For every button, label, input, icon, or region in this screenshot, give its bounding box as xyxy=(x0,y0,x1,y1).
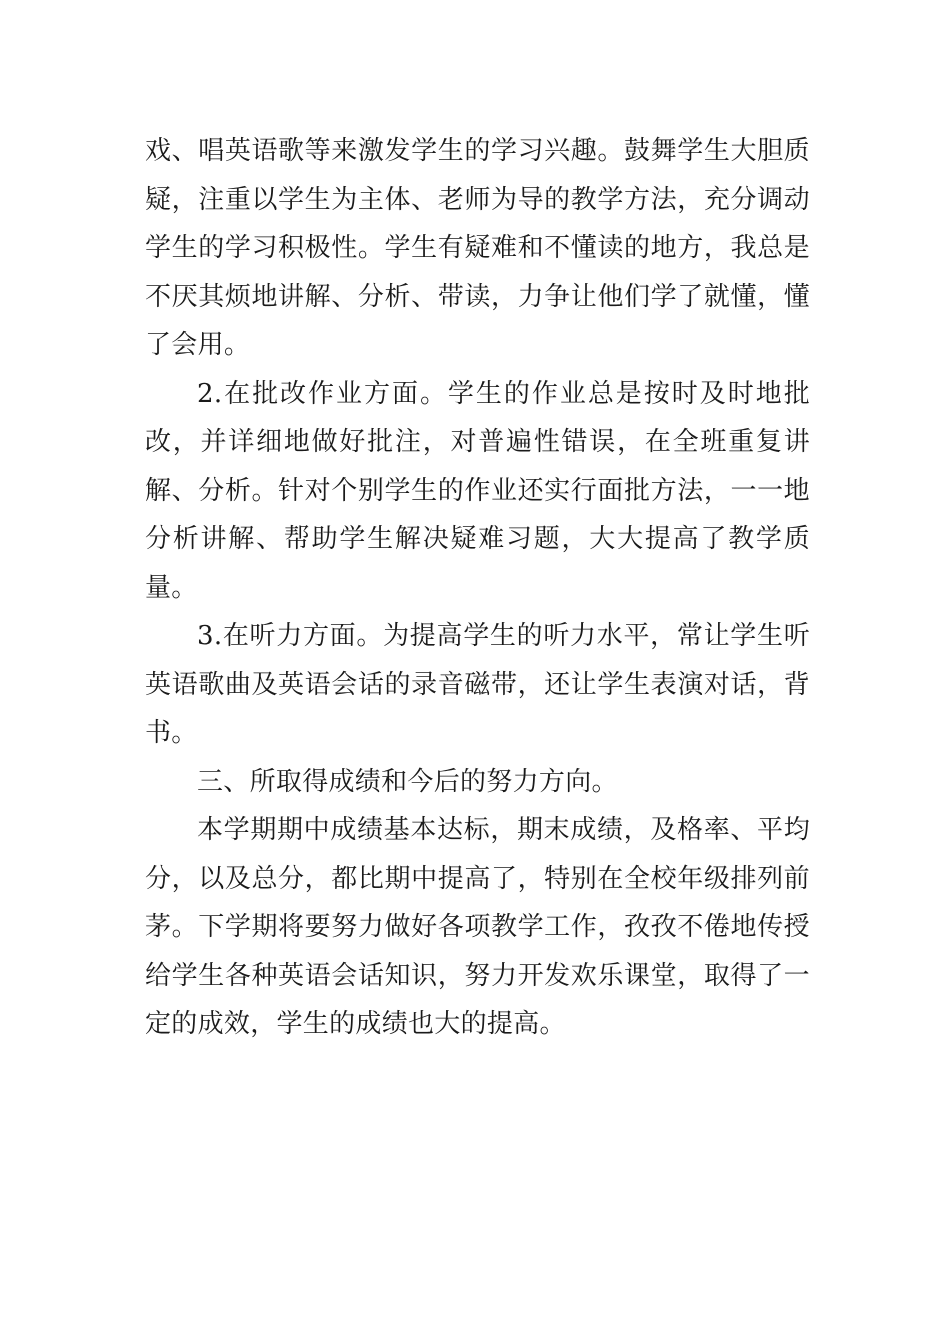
paragraph-homework-grading: 2.在批改作业方面。学生的作业总是按时及时地批改，并详细地做好批注，对普遍性错误，在全班重复讲解、分析。针对个别学生的作业还实行面批方法，一一地分析讲解、帮助学生解决疑难习题，大大提高了教学质量。 xyxy=(145,378,810,603)
paragraph-results: 本学期期中成绩基本达标，期末成绩，及格率、平均分，以及总分，都比期中提高了，特别在全校年级排列前茅。下学期将要努力做好各项教学工作，孜孜不倦地传授给学生各种英语会话知识，努力开发欢乐课堂，取得了一定的成效，学生的成绩也大的提高。 xyxy=(145,815,810,1039)
document-body xyxy=(145,127,810,1049)
paragraph-continuation: 戏、唱英语歌等来激发学生的学习兴趣。鼓舞学生大胆质疑，注重以学生为主体、老师为导的教学方法，充分调动学生的学习积极性。学生有疑难和不懂读的地方，我总是不厌其烦地讲解、分析、带读，力争让他们学了就懂，懂了会用。 xyxy=(145,136,810,360)
section-heading-achievements: 三、所取得成绩和今后的努力方向。 xyxy=(197,766,618,797)
paragraph-listening: 3.在听力方面。为提高学生的听力水平，常让学生听英语歌曲及英语会话的录音磁带，还让学生表演对话，背书。 xyxy=(145,621,810,748)
